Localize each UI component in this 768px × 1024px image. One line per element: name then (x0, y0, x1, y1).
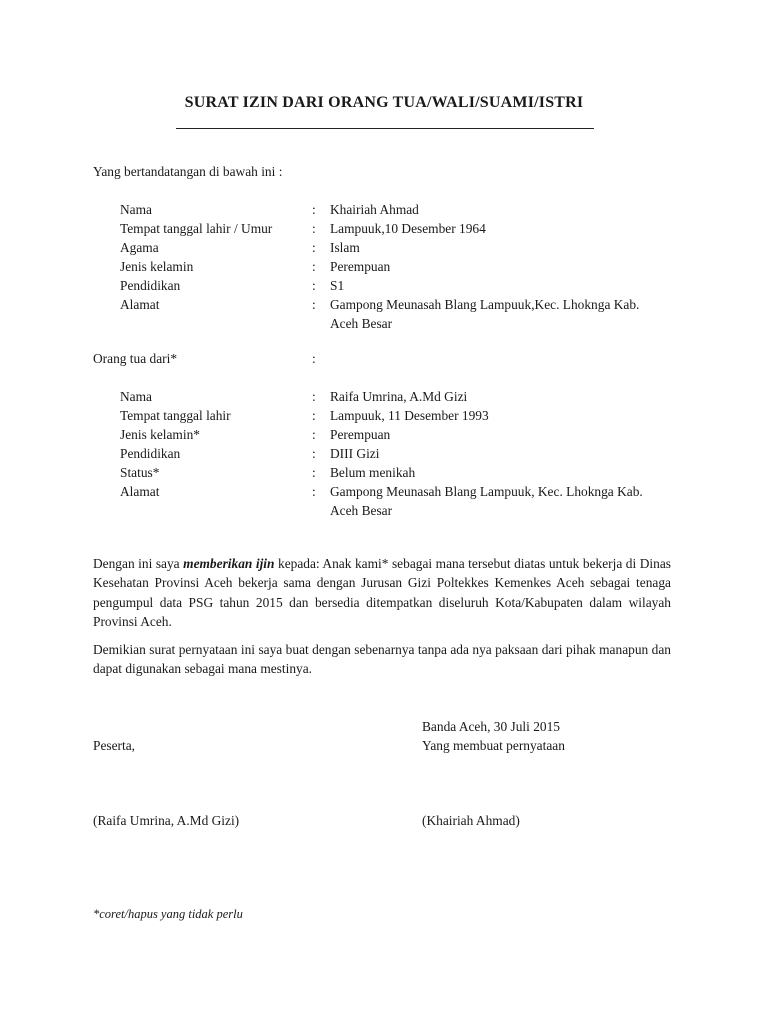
field-label: Tempat tanggal lahir (120, 408, 231, 423)
intro-text: Yang bertandatangan di bawah ini : (93, 164, 283, 179)
paragraph-text: Dengan ini saya (93, 556, 184, 571)
child-row-birth (0, 408, 768, 427)
closing-paragraph: Demikian surat pernyataan ini saya buat dengan sebenarnya tanpa ada nya paksaan dari pihak manapun dan dapat digunakan sebagai mana mestinya. (93, 642, 671, 677)
field-label: Nama (120, 202, 152, 217)
field-value: Lampuuk,10 Desember 1964 (330, 221, 486, 236)
maker-name: (Khairiah Ahmad) (422, 813, 520, 828)
place-date: Banda Aceh, 30 Juli 2015 (422, 719, 560, 734)
field-colon: : (312, 297, 316, 312)
field-colon: : (312, 484, 316, 499)
child-row-education (0, 446, 768, 465)
field-colon: : (312, 202, 316, 217)
child-row-gender (0, 427, 768, 446)
field-colon: : (312, 465, 316, 480)
permission-paragraph (93, 554, 671, 631)
title-underline (176, 128, 594, 129)
field-label: Jenis kelamin* (120, 427, 200, 442)
field-colon: : (312, 446, 316, 461)
field-colon: : (312, 427, 316, 442)
field-label: Agama (120, 240, 159, 255)
field-colon: : (312, 278, 316, 293)
field-label: Pendidikan (120, 278, 181, 293)
field-colon: : (312, 389, 316, 404)
field-value: Lampuuk, 11 Desember 1993 (330, 408, 489, 423)
footnote: *coret/hapus yang tidak perlu (93, 907, 243, 921)
signer-row-birth (0, 221, 768, 240)
field-value: Islam (330, 240, 360, 255)
signer-row-gender (0, 259, 768, 278)
participant-name: (Raifa Umrina, A.Md Gizi) (93, 813, 240, 828)
child-row-name (0, 389, 768, 408)
paragraph-text: kepada: Anak kami* sebagai mana tersebut diatas untuk bekerja di Dinas Kesehatan Provinsi Aceh bekerja sama dengan Jurusan Gizi Poltekkes Kemenkes Aceh sebagai tenaga pengumpul data PSG tahun 2015 dan bersedia ditempatkan diseluruh Kota/Kabupaten dalam wilayah Provinsi Aceh. (93, 556, 671, 629)
field-colon: : (312, 408, 316, 423)
field-value: Perempuan (330, 427, 391, 442)
child-row-status (0, 465, 768, 484)
permission-emphasis: memberikan ijin (183, 556, 275, 571)
field-colon: : (312, 221, 316, 236)
field-label: Tempat tanggal lahir / Umur (120, 221, 273, 236)
parent-of-label: Orang tua dari* (93, 351, 178, 366)
field-value: S1 (330, 278, 345, 293)
field-value: Perempuan (330, 259, 391, 274)
field-colon: : (312, 259, 316, 274)
field-value-continuation: Aceh Besar (330, 503, 393, 518)
maker-label: Yang membuat pernyataan (422, 738, 565, 753)
field-value: Gampong Meunasah Blang Lampuuk, Kec. Lhoknga Kab. (330, 484, 643, 499)
participant-label: Peserta, (93, 738, 136, 753)
field-colon: : (312, 240, 316, 255)
field-value-continuation: Aceh Besar (330, 316, 393, 331)
field-value: Khairiah Ahmad (330, 202, 419, 217)
field-value: DIII Gizi (330, 446, 380, 461)
signer-row-education (0, 278, 768, 297)
field-label: Status* (120, 465, 160, 480)
signer-row-religion (0, 240, 768, 259)
field-label: Alamat (120, 297, 160, 312)
field-value: Raifa Umrina, A.Md Gizi (330, 389, 468, 404)
signer-row-address (0, 297, 768, 335)
signer-row-name (0, 202, 768, 221)
field-value: Belum menikah (330, 465, 416, 480)
parent-of-colon: : (312, 351, 316, 366)
child-row-address (0, 484, 768, 522)
field-label: Pendidikan (120, 446, 181, 461)
field-label: Alamat (120, 484, 160, 499)
field-value: Gampong Meunasah Blang Lampuuk,Kec. Lhoknga Kab. (330, 297, 640, 312)
letter-title: SURAT IZIN DARI ORANG TUA/WALI/SUAMI/ISTRI (184, 94, 584, 111)
field-label: Jenis kelamin (120, 259, 194, 274)
field-label: Nama (120, 389, 152, 404)
